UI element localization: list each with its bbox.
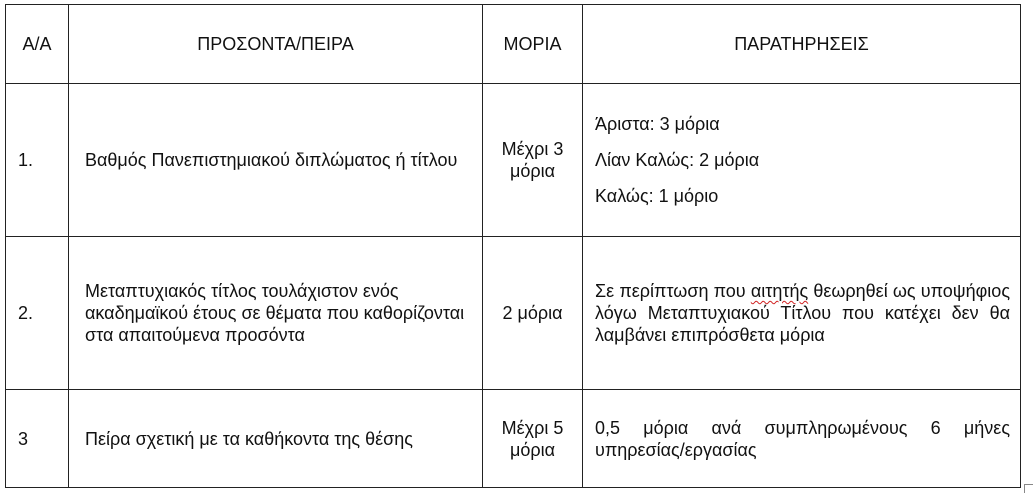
remarks-line: Λίαν Καλώς: 2 μόρια (595, 150, 760, 170)
points-text: Μέχρι 5 μόρια (483, 390, 583, 488)
header-row (6, 5, 1021, 84)
table-row (6, 237, 1021, 390)
remarks-line: Καλώς: 1 μόριο (595, 186, 719, 206)
remarks-text: 0,5 μόρια ανά συμπληρωμένους 6 μήνες υπηρεσίας/εργασίας (583, 390, 1021, 488)
qualification-text: Βαθμός Πανεπιστημιακού διπλώματος ή τίτλου (69, 84, 483, 237)
remarks-line: Άριστα: 3 μόρια (595, 114, 720, 134)
header-prosonta: ΠΡΟΣΟΝΤΑ/ΠΕΙΡΑ (69, 5, 483, 84)
remarks-cell (583, 84, 1021, 237)
row-number: 3 (6, 390, 69, 488)
remarks-text-before: Σε περίπτωση που (595, 281, 751, 301)
row-number: 2. (6, 237, 69, 390)
header-aa: Α/Α (6, 5, 69, 84)
points-text: Μέχρι 3 μόρια (483, 84, 583, 237)
table-row (6, 84, 1021, 237)
header-moria: ΜΟΡΙΑ (483, 5, 583, 84)
remarks-cell (583, 237, 1021, 390)
qualification-text: Πείρα σχετική με τα καθήκοντα της θέσης (69, 390, 483, 488)
qualification-text: Μεταπτυχιακός τίτλος τουλάχιστον ενός ακαδημαϊκού έτους σε θέματα που καθορίζονται στα απαιτούμενα προσόντα (69, 237, 483, 390)
row-number: 1. (6, 84, 69, 237)
remarks-text-after: θεωρηθεί ως υποψήφιος λόγω Μεταπτυχιακού Τίτλου που κατέχει δεν θα λαμβάνει επιπρόσθετα μόρια (595, 281, 1010, 345)
table-row (6, 390, 1021, 488)
spellcheck-flagged-word[interactable]: αιτητής (750, 281, 809, 301)
criteria-table (5, 4, 1021, 488)
points-text: 2 μόρια (483, 237, 583, 390)
header-paratiriseis: ΠΑΡΑΤΗΡΗΣΕΙΣ (583, 5, 1021, 84)
